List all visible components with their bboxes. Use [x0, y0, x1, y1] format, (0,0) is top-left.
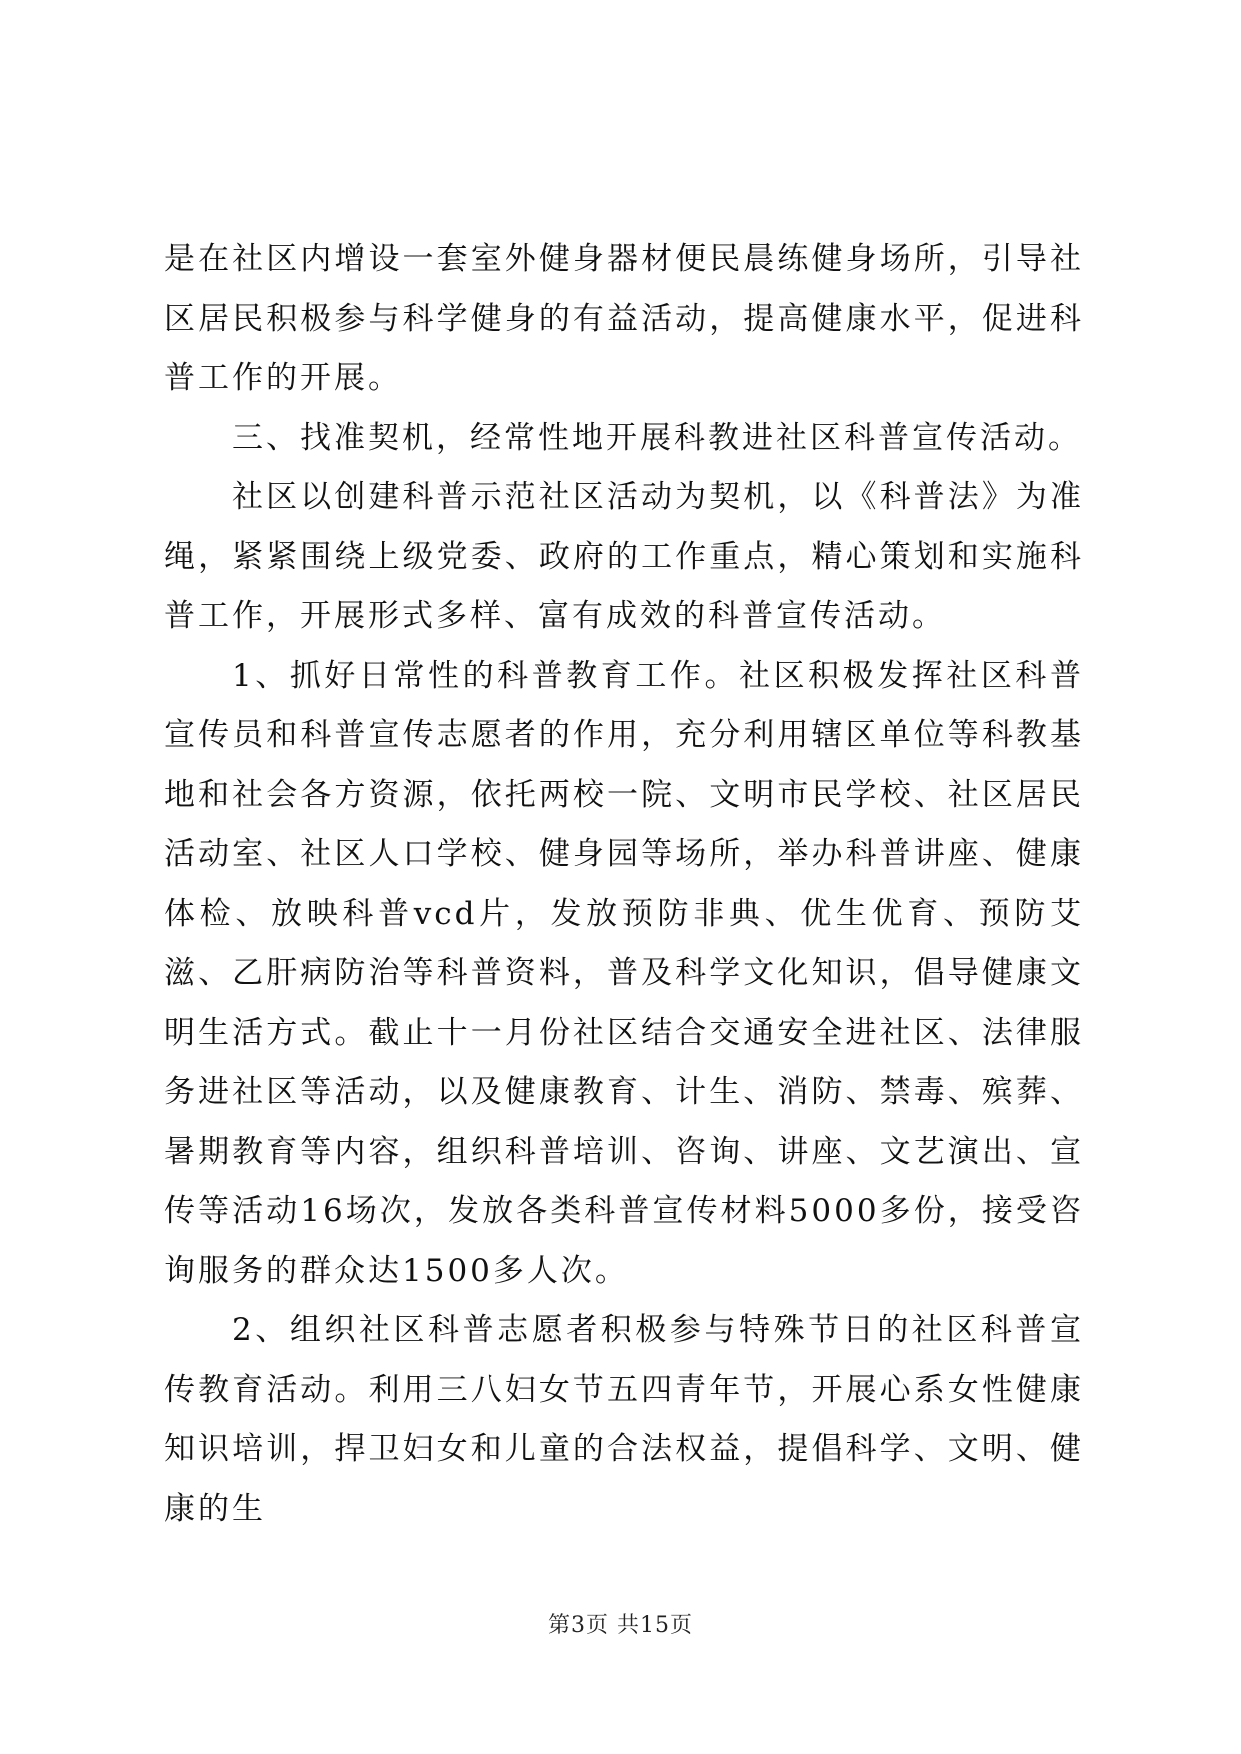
paragraph-continuation: 是在社区内增设一套室外健身器材便民晨练健身场所，引导社区居民积极参与科学健身的有益活动，提高健康水平，促进科普工作的开展。	[164, 241, 1084, 396]
paragraph: 社区以创建科普示范社区活动为契机，以《科普法》为准绳，紧紧围绕上级党委、政府的工作重点，精心策划和实施科普工作，开展形式多样、富有成效的科普宣传活动。	[164, 479, 1084, 634]
page-number: 第3页 共15页	[548, 1613, 693, 1638]
document-body	[164, 230, 1084, 1539]
paragraph: 1、抓好日常性的科普教育工作。社区积极发挥社区科普宣传员和科普宣传志愿者的作用，充分利用辖区单位等科教基地和社会各方资源，依托两校一院、文明市民学校、社区居民活动室、社区人口学校、健身园等场所，举办科普讲座、健康体检、放映科普vcd片，发放预防非典、优生优育、预防艾滋、乙肝病防治等科普资料，普及科学文化知识，倡导健康文明生活方式。截止十一月份社区结合交通安全进社区、法律服务进社区等活动，以及健康教育、计生、消防、禁毒、殡葬、暑期教育等内容，组织科普培训、咨询、讲座、文艺演出、宣传等活动16场次，发放各类科普宣传材料5000多份，接受咨询服务的群众达1500多人次。	[164, 657, 1084, 1289]
section-heading: 三、找准契机，经常性地开展科教进社区科普宣传活动。	[232, 419, 1082, 456]
page-footer	[0, 1608, 1241, 1639]
paragraph: 2、组织社区科普志愿者积极参与特殊节日的社区科普宣传教育活动。利用三八妇女节五四青年节，开展心系女性健康知识培训，捍卫妇女和儿童的合法权益，提倡科学、文明、健康的生	[164, 1312, 1084, 1527]
